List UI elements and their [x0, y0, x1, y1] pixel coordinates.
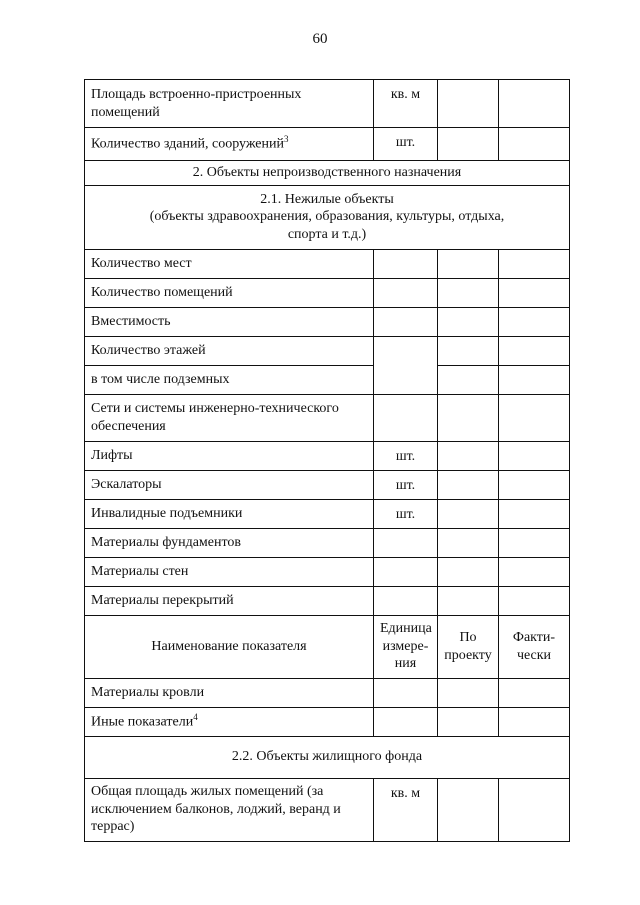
- actual-value-cell: [499, 278, 570, 307]
- indicator-name-text: Количество зданий, сооружений: [91, 137, 284, 153]
- subsection-title-line: (объекты здравоохранения, образования, культуры, отдыха,: [149, 209, 505, 225]
- unit-cell: кв. м: [374, 80, 438, 128]
- table-row: [85, 307, 570, 336]
- actual-value-cell: [499, 336, 570, 365]
- table-row: [85, 470, 570, 499]
- actual-value-cell: [499, 365, 570, 394]
- section-row: [85, 161, 570, 186]
- project-value-cell: [438, 557, 499, 586]
- unit-cell: [374, 394, 438, 441]
- actual-value-cell: [499, 586, 570, 615]
- indicator-name: Количество помещений: [85, 278, 374, 307]
- indicator-name: [85, 128, 374, 161]
- column-header-actual: Факти- чески: [499, 615, 570, 678]
- unit-cell: [374, 557, 438, 586]
- unit-cell: [374, 336, 438, 394]
- subsection-row: [85, 736, 570, 778]
- unit-cell: [374, 528, 438, 557]
- actual-value-cell: [499, 528, 570, 557]
- indicator-name: Сети и системы инженерно-технического обеспечения: [85, 394, 374, 441]
- project-value-cell: [438, 499, 499, 528]
- indicator-name: Материалы фундаментов: [85, 528, 374, 557]
- unit-cell: [374, 278, 438, 307]
- actual-value-cell: [499, 470, 570, 499]
- indicator-name: Вместимость: [85, 307, 374, 336]
- table-row: [85, 499, 570, 528]
- project-value-cell: [438, 249, 499, 278]
- actual-value-cell: [499, 499, 570, 528]
- table-row: [85, 557, 570, 586]
- unit-cell: [374, 307, 438, 336]
- project-value-cell: [438, 80, 499, 128]
- project-value-cell: [438, 441, 499, 470]
- project-value-cell: [438, 307, 499, 336]
- indicator-name: [85, 707, 374, 736]
- unit-cell: шт.: [374, 128, 438, 161]
- project-value-cell: [438, 394, 499, 441]
- subsection-title-line: спорта и т.д.): [287, 226, 367, 242]
- table-row: [85, 278, 570, 307]
- indicator-name: Площадь встроенно-пристроенных помещений: [85, 80, 374, 128]
- project-value-cell: [438, 707, 499, 736]
- indicator-name: Материалы стен: [85, 557, 374, 586]
- actual-value-cell: [499, 249, 570, 278]
- project-value-cell: [438, 128, 499, 161]
- project-value-cell: [438, 365, 499, 394]
- indicators-table: [84, 79, 570, 842]
- actual-value-cell: [499, 80, 570, 128]
- table-row: [85, 80, 570, 128]
- unit-cell: [374, 707, 438, 736]
- project-value-cell: [438, 778, 499, 841]
- indicator-name: в том числе подземных: [85, 365, 374, 394]
- actual-value-cell: [499, 678, 570, 707]
- project-value-cell: [438, 278, 499, 307]
- indicator-name: Количество этажей: [85, 336, 374, 365]
- actual-value-cell: [499, 778, 570, 841]
- unit-cell: [374, 678, 438, 707]
- unit-cell: [374, 249, 438, 278]
- indicator-name: Материалы кровли: [85, 678, 374, 707]
- subsection-row: [85, 185, 570, 249]
- subsection-title-line: 2.1. Нежилые объекты: [260, 191, 394, 207]
- table-row: [85, 249, 570, 278]
- table-row: [85, 586, 570, 615]
- project-value-cell: [438, 470, 499, 499]
- page-number: 60: [312, 31, 328, 47]
- unit-cell: кв. м: [374, 778, 438, 841]
- indicator-name: Материалы перекрытий: [85, 586, 374, 615]
- indicator-name: Количество мест: [85, 249, 374, 278]
- project-value-cell: [438, 586, 499, 615]
- table-row: [85, 778, 570, 841]
- footnote-mark: 4: [193, 711, 198, 722]
- table-row: [85, 394, 570, 441]
- table-row: [85, 336, 570, 365]
- actual-value-cell: [499, 557, 570, 586]
- section-title: 2. Объекты непроизводственного назначения: [85, 161, 570, 186]
- column-header-project: По проекту: [438, 615, 499, 678]
- actual-value-cell: [499, 441, 570, 470]
- indicator-name: Эскалаторы: [85, 470, 374, 499]
- column-header-unit: Единица измере- ния: [374, 615, 438, 678]
- unit-cell: шт.: [374, 441, 438, 470]
- indicator-name: Лифты: [85, 441, 374, 470]
- table-row: [85, 128, 570, 161]
- column-header-name: Наименование показателя: [85, 615, 374, 678]
- project-value-cell: [438, 528, 499, 557]
- table-row: [85, 365, 570, 394]
- actual-value-cell: [499, 707, 570, 736]
- actual-value-cell: [499, 128, 570, 161]
- subsection-title: [85, 185, 570, 249]
- actual-value-cell: [499, 394, 570, 441]
- indicator-name: Общая площадь жилых помещений (за исключением балконов, лоджий, веранд и террас): [85, 778, 374, 841]
- subsection-title: 2.2. Объекты жилищного фонда: [85, 736, 570, 778]
- table-row: [85, 707, 570, 736]
- table-row: [85, 678, 570, 707]
- indicator-name-text: Иные показатели: [91, 714, 194, 730]
- project-value-cell: [438, 336, 499, 365]
- table-row: [85, 441, 570, 470]
- column-header-row: [85, 615, 570, 678]
- actual-value-cell: [499, 307, 570, 336]
- unit-cell: шт.: [374, 499, 438, 528]
- indicator-name: Инвалидные подъемники: [85, 499, 374, 528]
- unit-cell: шт.: [374, 470, 438, 499]
- footnote-mark: 3: [284, 134, 289, 145]
- table-row: [85, 528, 570, 557]
- project-value-cell: [438, 678, 499, 707]
- unit-cell: [374, 586, 438, 615]
